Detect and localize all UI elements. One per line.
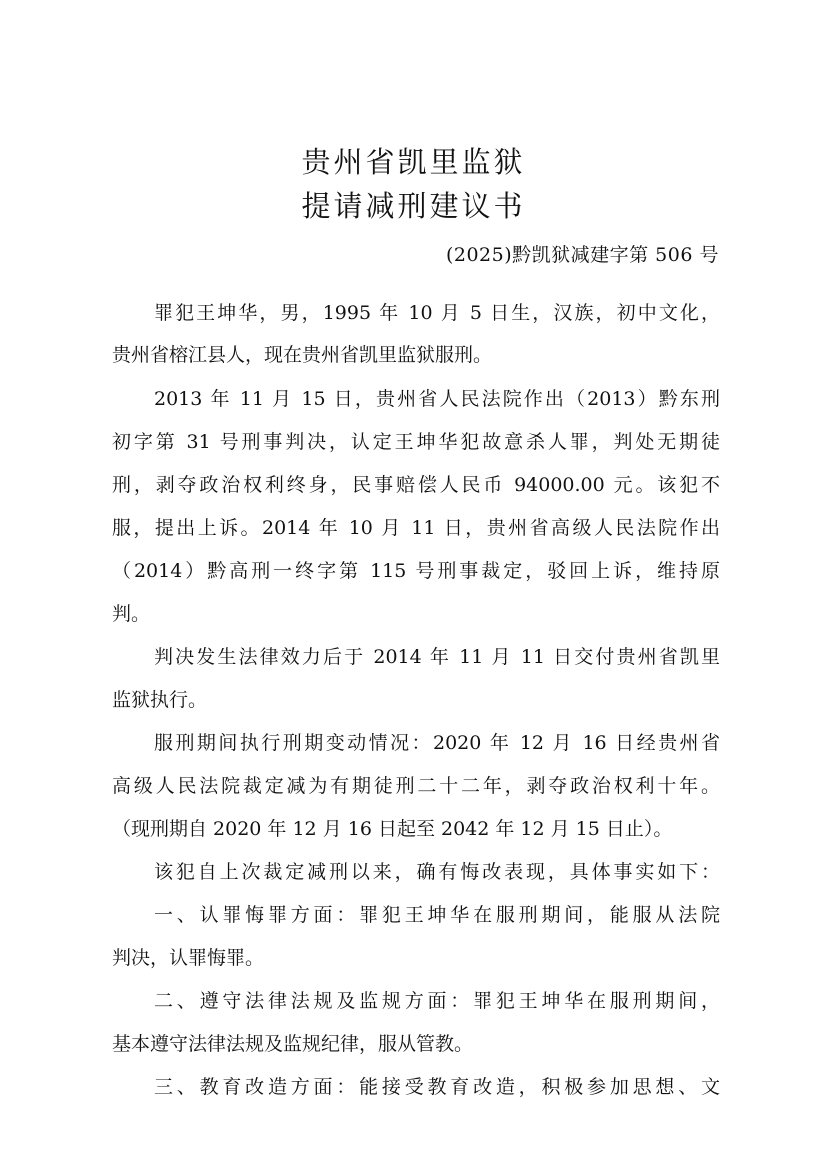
document-title-line2: 提请减刑建议书	[301, 189, 526, 223]
document-number: (2025)黔凯狱减建字第 506 号	[445, 244, 719, 266]
body-line: （2014）黔高刑一终字第 115 号刑事裁定，驳回上诉，维持原	[112, 560, 720, 582]
body-line: 高级人民法院裁定减为有期徒刑二十二年，剥夺政治权利十年。	[112, 775, 720, 797]
body-line: 2013 年 11 月 15 日，贵州省人民法院作出（2013）黔东刑	[154, 388, 720, 410]
body-line: 刑，剥夺政治权利终身，民事赔偿人民币 94000.00 元。该犯不	[112, 474, 720, 496]
body-line: （现刑期自 2020 年 12 月 16 日起至 2042 年 12 月 15 日止）。	[112, 818, 673, 840]
body-line: 贵州省榕江县人，现在贵州省凯里监狱服刑。	[112, 344, 493, 366]
body-line: 基本遵守法律法规及监规纪律，服从管教。	[112, 1033, 474, 1055]
body-line: 监狱执行。	[112, 689, 208, 711]
body-line: 三、教育改造方面：能接受教育改造，积极参加思想、文	[154, 1076, 720, 1098]
body-line: 一、认罪悔罪方面：罪犯王坤华在服刑期间，能服从法院	[154, 904, 720, 926]
body-line: 该犯自上次裁定减刑以来，确有悔改表现，具体事实如下：	[154, 861, 720, 883]
body-line: 初字第 31 号刑事判决，认定王坤华犯故意杀人罪，判处无期徒	[112, 431, 720, 453]
body-line: 罪犯王坤华，男，1995 年 10 月 5 日生，汉族，初中文化，	[154, 302, 720, 324]
body-line: 判决，认罪悔罪。	[112, 947, 265, 969]
body-line: 判决发生法律效力后于 2014 年 11 月 11 日交付贵州省凯里	[154, 646, 720, 668]
document-title-line1: 贵州省凯里监狱	[301, 145, 526, 179]
body-line: 服，提出上诉。2014 年 10 月 11 日，贵州省高级人民法院作出	[112, 517, 720, 539]
body-line: 判。	[112, 603, 151, 625]
body-line: 二、遵守法律法规及监规方面：罪犯王坤华在服刑期间，	[154, 990, 720, 1012]
body-line: 服刑期间执行刑期变动情况：2020 年 12 月 16 日经贵州省	[154, 732, 720, 754]
